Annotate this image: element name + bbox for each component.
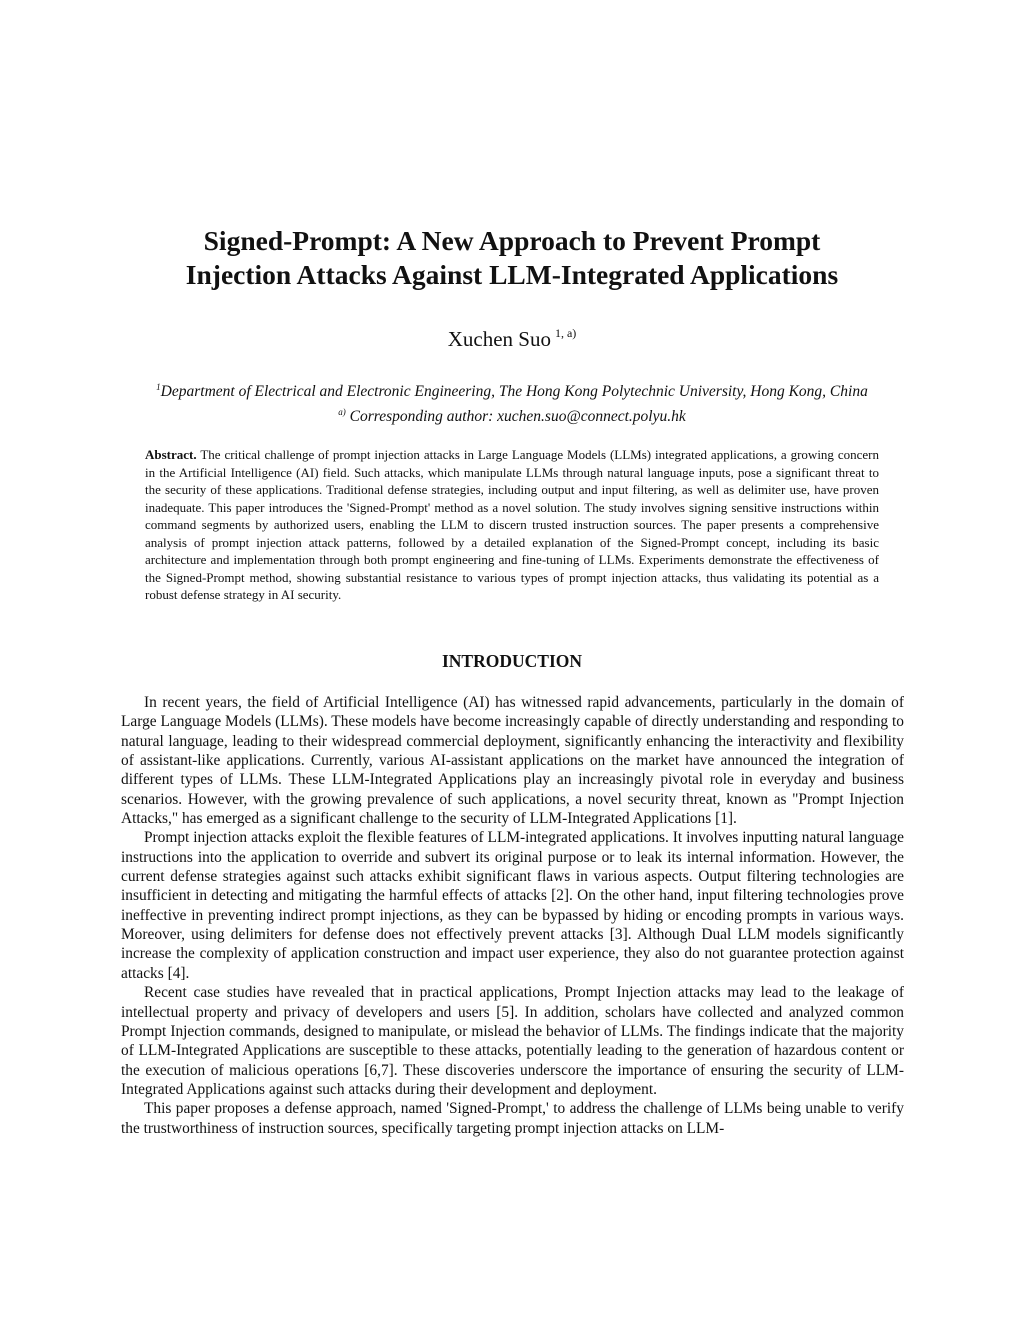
introduction-body: [121, 693, 904, 1138]
introduction-paragraph: In recent years, the field of Artificial Intelligence (AI) has witnessed rapid advancements, particularly in the domain of Large Language Models (LLMs). These models have become increasingly capable of directly understanding and responding to natural language, leading to their widespread commercial deployment, significantly enhancing the interactivity and flexibility of assistant-like applications. Currently, various AI-assistant applications on the market have announced the integration of different types of LLMs. These LLM-Integrated Applications play an increasingly pivotal role in everyday and business scenarios. However, with the growing prevalence of such applications, a novel security threat, known as "Prompt Injection Attacks," has emerged as a significant challenge to the security of LLM-Integrated Applications [1].: [121, 694, 904, 828]
abstract-label: Abstract.: [145, 447, 197, 462]
corresponding-author-text: Corresponding author: xuchen.suo@connect.polyu.hk: [345, 408, 686, 425]
introduction-paragraph: This paper proposes a defense approach, named 'Signed-Prompt,' to address the challenge of LLMs being unable to verify the trustworthiness of instruction sources, specifically targeting prompt injection attacks on LLM-: [121, 1100, 904, 1137]
author-line: [0, 319, 1024, 353]
paper-title: [100, 224, 924, 292]
affiliation-text: Department of Electrical and Electronic Engineering, The Hong Kong Polytechnic University, Hong Kong, China: [160, 383, 868, 400]
section-heading-introduction: INTRODUCTION: [441, 651, 583, 671]
affiliation-line: [100, 377, 924, 402]
introduction-paragraph: Recent case studies have revealed that in practical applications, Prompt Injection attacks may lead to the leakage of intellectual property and privacy of developers and users [5]. In addition, scholars have collected and analyzed common Prompt Injection commands, designed to manipulate, or mislead the behavior of LLMs. The findings indicate that the majority of LLM-Integrated Applications are susceptible to these attacks, potentially leading to the generation of hazardous content or the execution of malicious operations [6,7]. These discoveries underscore the importance of ensuring the security of LLM-Integrated Applications against such attacks during their development and deployment.: [121, 984, 904, 1098]
affiliation-superscript: 1: [156, 382, 161, 392]
author-name: Xuchen Suo: [447, 327, 551, 351]
abstract: [145, 446, 879, 604]
author-superscript: 1, a): [554, 326, 577, 340]
introduction-paragraph: Prompt injection attacks exploit the flexible features of LLM-integrated applications. It involves inputting natural language instructions into the application to override and subvert its original purpose or to leak its internal information. However, the current defense strategies against such attacks exhibit significant flaws in various aspects. Output filtering technologies are insufficient in detecting and mitigating the harmful effects of attacks [2]. On the other hand, input filtering technologies prove ineffective in preventing indirect prompt injections, as they can be bypassed by hiding or encoding prompts in various ways. Moreover, using delimiters for defense does not effectively prevent attacks [3]. Although Dual LLM models significantly increase the complexity of application construction and impact user experience, they also do not guarantee protection against attacks [4].: [121, 829, 904, 982]
corresponding-superscript: a): [338, 407, 346, 417]
affiliation-block: [100, 377, 924, 427]
paper-title-line-2: Injection Attacks Against LLM-Integrated Applications: [185, 259, 839, 290]
paper-title-line-1: Signed-Prompt: A New Approach to Prevent Prompt: [203, 225, 821, 256]
corresponding-author-line: [100, 402, 924, 427]
abstract-text: The critical challenge of prompt injection attacks in Large Language Models (LLMs) integrated applications, a growing concern in the Artificial Intelligence (AI) field. Such attacks, which manipulate LLMs through natural language inputs, pose a significant threat to the security of these applications. Traditional defense strategies, including output and input filtering, as well as delimiter use, have proven inadequate. This paper introduces the 'Signed-Prompt' method as a novel solution. The study involves signing sensitive instructions within command segments by authorized users, enabling the LLM to discern trusted instruction sources. The paper presents a comprehensive analysis of prompt injection attack patterns, followed by a detailed explanation of the Signed-Prompt concept, including its basic architecture and implementation through both prompt engineering and fine-tuning of LLMs. Experiments demonstrate the effectiveness of the Signed-Prompt method, showing substantial resistance to various types of prompt injection attacks, thus validating its potential as a robust defense strategy in AI security.: [145, 447, 879, 602]
